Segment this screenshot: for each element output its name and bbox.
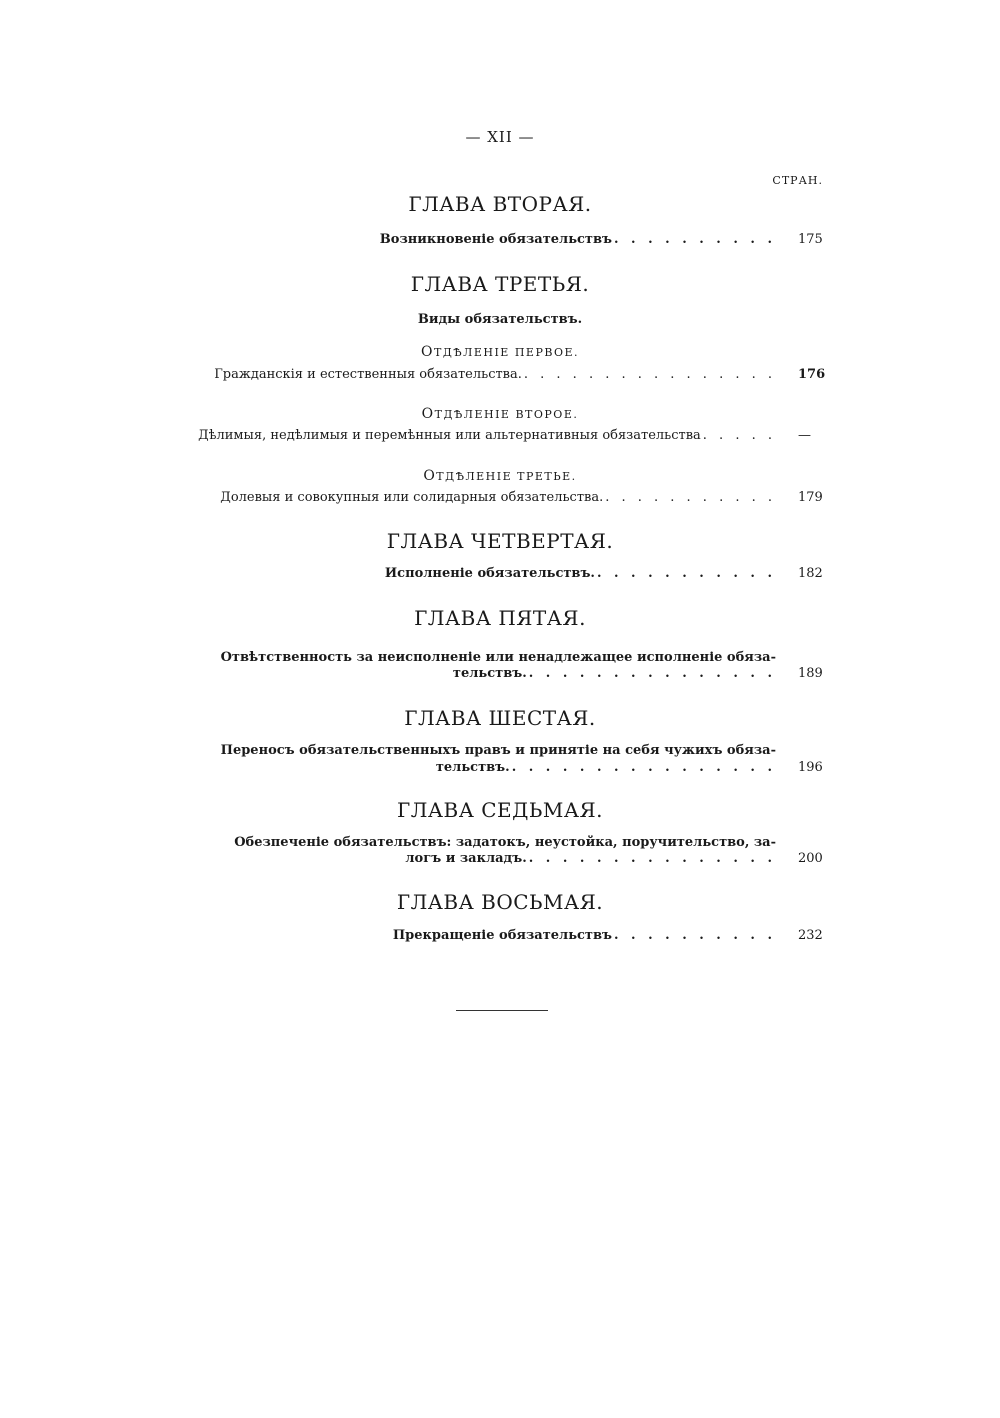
division-initial: О: [421, 344, 434, 360]
toc-leader-dots: . . . . . . . . . . . . . . . .: [511, 760, 776, 775]
toc-page-number: —: [798, 428, 811, 443]
division-initial: О: [421, 406, 435, 422]
toc-entry-text: логъ и закладъ.: [405, 851, 527, 866]
division-rest: ТДѢЛЕНІЕ ТРЕТЬЕ.: [436, 470, 577, 483]
toc-entry-line: [436, 760, 776, 775]
division-rest: ТДѢЛЕНІЕ ПЕРВОЕ.: [434, 346, 579, 359]
toc-entry-line: [198, 428, 776, 443]
toc-entry-text: Дѣлимыя, недѣлимыя и перемѣнныя или альтернативныя обязательства: [198, 428, 701, 443]
chapter-title-8: ГЛАВА ВОСЬМАЯ.: [396, 890, 604, 914]
chapter-title-2: ГЛАВА ВТОРАЯ.: [408, 192, 592, 216]
toc-entry-text: Возникновеніе обязательствъ: [379, 232, 612, 247]
chapter-title-4: ГЛАВА ЧЕТВЕРТАЯ.: [386, 529, 614, 553]
toc-page-number: 189: [798, 666, 823, 681]
toc-leader-dots: . . . . . . . . . . .: [605, 490, 776, 505]
toc-entry-first-line: Переносъ обязательственныхъ правъ и принятіе на себя чужихъ обяза-: [220, 743, 776, 758]
division-heading-1: [0, 344, 1000, 360]
toc-page-number: 179: [798, 490, 823, 505]
toc-entry-line: [393, 928, 776, 943]
toc-entry-text: тельствъ.: [452, 666, 527, 681]
toc-entry-line: [453, 666, 776, 681]
toc-entry-text: Исполненіе обязательствъ.: [384, 566, 595, 581]
toc-leader-dots: . . . . . . . . . .: [614, 232, 776, 247]
division-heading-3: [0, 468, 1000, 484]
toc-entry: [0, 428, 1000, 448]
page-column-label: СТРАН.: [772, 174, 823, 187]
chapter-title-3: ГЛАВА ТРЕТЬЯ.: [410, 272, 590, 296]
toc-entry: [0, 367, 1000, 387]
toc-entry: [0, 928, 1000, 948]
toc-entry-text: Гражданскія и естественныя обязательства.: [214, 367, 522, 382]
toc-entry: [0, 851, 1000, 871]
closing-rule: [456, 1010, 548, 1011]
toc-entry-line: [214, 367, 776, 382]
page-number-header: — XII —: [465, 128, 535, 146]
toc-page-number: 176: [798, 367, 826, 382]
toc-entry-line: [385, 566, 776, 581]
toc-leader-dots: . . . . . . . . . . . . . . .: [528, 851, 776, 866]
toc-leader-dots: . . . . . . . . . .: [614, 928, 776, 943]
toc-page-number: 175: [798, 232, 823, 247]
toc-entry: [0, 566, 1000, 586]
toc-leader-dots: . . . . . . . . . . .: [596, 566, 776, 581]
toc-entry-text: тельствъ.: [435, 760, 510, 775]
toc-entry: [0, 232, 1000, 252]
division-heading-2: [0, 406, 1000, 422]
toc-entry-line: [220, 490, 776, 505]
toc-entry-first-line: Отвѣтственность за неисполненіе или ненадлежащее исполненіе обяза-: [220, 650, 776, 665]
division-initial: О: [423, 468, 437, 484]
chapter-title-6: ГЛАВА ШЕСТАЯ.: [404, 706, 596, 730]
chapter-subtitle: Виды обязательствъ.: [417, 312, 583, 327]
toc-page-number: 182: [798, 566, 823, 581]
toc-entry-line: [380, 232, 776, 247]
toc-leader-dots: . . . . .: [702, 428, 776, 443]
toc-entry-text: Прекращеніе обязательствъ: [392, 928, 612, 943]
toc-leader-dots: . . . . . . . . . . . . . . . .: [523, 367, 776, 382]
division-rest: ТДѢЛЕНІЕ ВТОРОЕ.: [434, 408, 579, 421]
toc-entry-text: Долевыя и совокупныя или солидарныя обязательства.: [220, 490, 604, 505]
toc-entry: [0, 666, 1000, 686]
toc-entry-line: [405, 851, 776, 866]
toc-page-number: 200: [798, 851, 823, 866]
toc-entry: [0, 490, 1000, 510]
chapter-title-5: ГЛАВА ПЯТАЯ.: [414, 606, 586, 630]
toc-page-number: 232: [798, 928, 823, 943]
chapter-title-7: ГЛАВА СЕДЬМАЯ.: [396, 798, 604, 822]
toc-page-number: 196: [798, 760, 823, 775]
toc-entry-first-line: Обезпеченіе обязательствъ: задатокъ, неустойка, поручительство, за-: [234, 835, 776, 850]
toc-leader-dots: . . . . . . . . . . . . . . .: [528, 666, 776, 681]
toc-entry: [0, 760, 1000, 780]
